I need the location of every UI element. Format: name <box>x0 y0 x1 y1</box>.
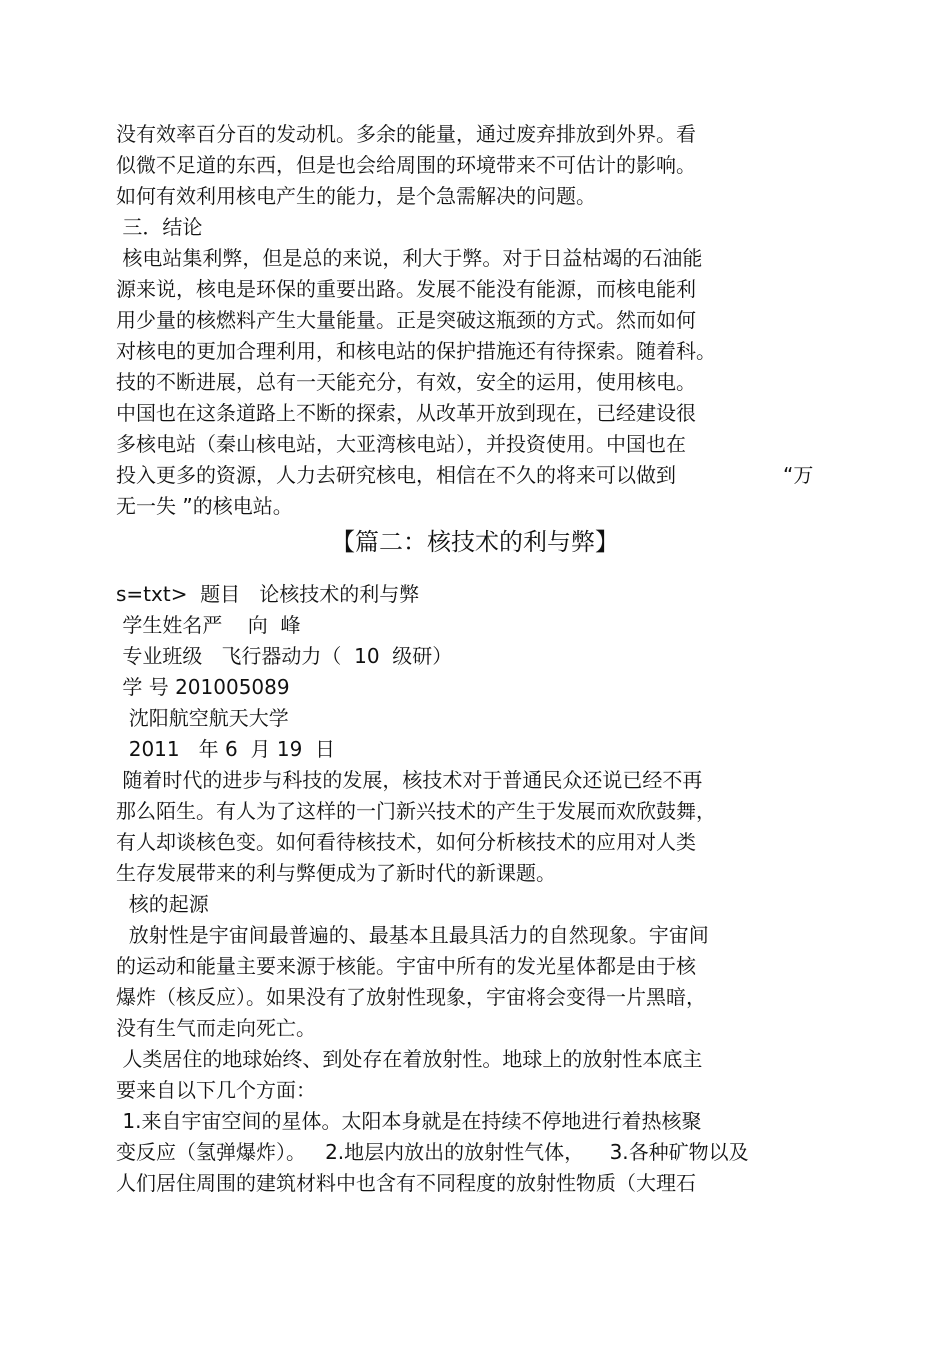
student-id-line: 学 号 201005089 <box>116 675 290 699</box>
paragraph-line: 没有效率百分百的发动机。多余的能量，通过废弃排放到外界。看 <box>116 122 696 146</box>
paragraph-line: 人类居住的地球始终、到处存在着放射性。地球上的放射性本底主 <box>116 1047 703 1071</box>
paragraph-line: 如何有效利用核电产生的能力，是个急需解决的问题。 <box>116 184 596 208</box>
paragraph-line: 有人却谈核色变。如何看待核技术，如何分析核技术的应用对人类 <box>116 830 696 854</box>
paragraph-line: 生存发展带来的利与弊便成为了新时代的新课题。 <box>116 861 556 885</box>
paragraph-line: 中国也在这条道路上不断的探索，从改革开放到现在，已经建设很 <box>116 401 696 425</box>
paragraph-line: 对核电的更加合理利用，和核电站的保护措施还有待探索。随着科。 <box>116 339 716 363</box>
paragraph-line: 人们居住周围的建筑材料中也含有不同程度的放射性物质（大理石 <box>116 1171 696 1195</box>
student-name-line: 学生姓名严 向 峰 <box>116 613 301 637</box>
major-class-line: 专业班级 飞行器动力（ 10 级研） <box>116 644 453 668</box>
paragraph-line: 的运动和能量主要来源于核能。宇宙中所有的发光星体都是由于核 <box>116 954 696 978</box>
quote-fragment: “万 <box>783 463 814 487</box>
paragraph-line: 要来自以下几个方面： <box>116 1078 316 1102</box>
paragraph-line: 1.来自宇宙空间的星体。太阳本身就是在持续不停地进行着热核聚 <box>116 1109 702 1133</box>
date-line: 2011 年 6 月 19 日 <box>116 737 336 761</box>
paragraph-line: 爆炸（核反应）。如果没有了放射性现象，宇宙将会变得一片黑暗， <box>116 985 706 1009</box>
university-line: 沈阳航空航天大学 <box>116 706 289 730</box>
paragraph-line: 技的不断进展，总有一天能充分，有效，安全的运用，使用核电。 <box>116 370 696 394</box>
article-heading: 【篇二：核技术的利与弊】 <box>331 528 619 556</box>
subheading-origin: 核的起源 <box>116 892 209 916</box>
paragraph-line: 放射性是宇宙间最普遍的、最基本且最具活力的自然现象。宇宙间 <box>116 923 709 947</box>
paragraph-line: 那么陌生。有人为了这样的一门新兴技术的产生于发展而欢欣鼓舞， <box>116 799 716 823</box>
paragraph-line: 源来说，核电是环保的重要出路。发展不能没有能源，而核电能利 <box>116 277 696 301</box>
paragraph-line: 随着时代的进步与科技的发展，核技术对于普通民众还说已经不再 <box>116 768 703 792</box>
title-line: s=txt> 题目 论核技术的利与弊 <box>116 582 420 606</box>
paragraph-line: 多核电站（秦山核电站，大亚湾核电站），并投资使用。中国也在 <box>116 432 686 456</box>
paragraph-line: 用少量的核燃料产生大量能量。正是突破这瓶颈的方式。然而如何 <box>116 308 696 332</box>
paragraph-line: 核电站集利弊，但是总的来说，利大于弊。对于日益枯竭的石油能 <box>116 246 703 270</box>
paragraph-line: 没有生气而走向死亡。 <box>116 1016 316 1040</box>
paragraph-line: 变反应（氢弹爆炸）。 2.地层内放出的放射性气体， 3.各种矿物以及 <box>116 1140 749 1164</box>
paragraph-line: 投入更多的资源，人力去研究核电，相信在不久的将来可以做到 <box>116 463 676 487</box>
paragraph-line: 无一失 ”的核电站。 <box>116 494 293 518</box>
section-heading-conclusion: 三．结论 <box>116 215 203 239</box>
paragraph-line: 似微不足道的东西，但是也会给周围的环境带来不可估计的影响。 <box>116 153 696 177</box>
